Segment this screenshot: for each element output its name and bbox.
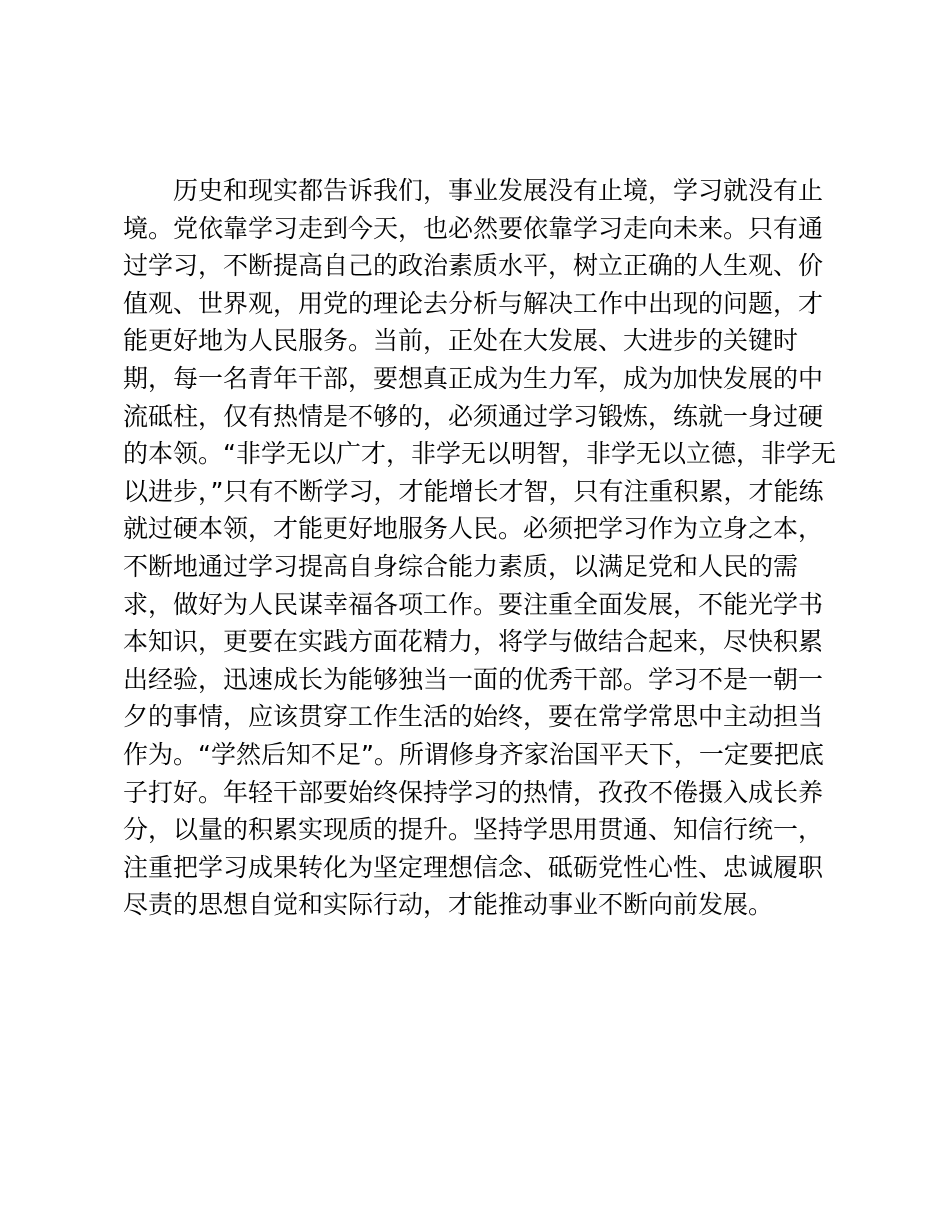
paragraph-line: 不断地通过学习提高自身综合能力素质，以满足党和人民的需 bbox=[123, 551, 799, 581]
paragraph-line: 值观、世界观，用党的理论去分析与解决工作中出现的问题，才 bbox=[123, 288, 824, 318]
paragraph-line: 以进步，”只有不断学习，才能增长才智，只有注重积累，才能练 bbox=[123, 476, 824, 506]
paragraph-line: 求，做好为人民谋幸福各项工作。要注重全面发展，不能光学书 bbox=[123, 589, 824, 619]
paragraph-line: 流砥柱，仅有热情是不够的，必须通过学习锻炼，练就一身过硬 bbox=[123, 401, 824, 431]
paragraph-line: 作为。“学然后知不足”。所谓修身齐家治国平天下，一定要把底 bbox=[123, 739, 824, 769]
paragraph-line: 的本领。“非学无以广才，非学无以明智，非学无以立德，非学无 bbox=[123, 439, 836, 469]
paragraph-line: 出经验，迅速成长为能够独当一面的优秀干部。学习不是一朝一 bbox=[123, 664, 824, 694]
paragraph-line: 尽责的思想自觉和实际行动，才能推动事业不断向前发展。 bbox=[123, 890, 774, 920]
paragraph-line: 就过硬本领，才能更好地服务人民。必须把学习作为立身之本， bbox=[123, 514, 824, 544]
paragraph-line: 过学习，不断提高自己的政治素质水平，树立正确的人生观、价 bbox=[123, 251, 824, 281]
paragraph-line: 本知识，更要在实践方面花精力，将学与做结合起来，尽快积累 bbox=[123, 627, 824, 657]
paragraph-line: 能更好地为人民服务。当前，正处在大发展、大进步的关键时 bbox=[123, 326, 799, 356]
paragraph-line: 期，每一名青年干部，要想真正成为生力军，成为加快发展的中 bbox=[123, 363, 824, 393]
body-paragraph bbox=[123, 172, 835, 924]
paragraph-line: 分，以量的积累实现质的提升。坚持学思用贯通、知信行统一， bbox=[123, 815, 824, 845]
paragraph-line: 境。党依靠学习走到今天，也必然要依靠学习走向未来。只有通 bbox=[123, 213, 824, 243]
paragraph-line: 历史和现实都告诉我们，事业发展没有止境，学习就没有止 bbox=[173, 176, 824, 205]
paragraph-line: 注重把学习成果转化为坚定理想信念、砥砺党性心性、忠诚履职 bbox=[123, 852, 824, 882]
paragraph-line: 子打好。年轻干部要始终保持学习的热情，孜孜不倦摄入成长养 bbox=[123, 777, 824, 807]
paragraph-line: 夕的事情，应该贯穿工作生活的始终，要在常学常思中主动担当 bbox=[123, 702, 824, 732]
